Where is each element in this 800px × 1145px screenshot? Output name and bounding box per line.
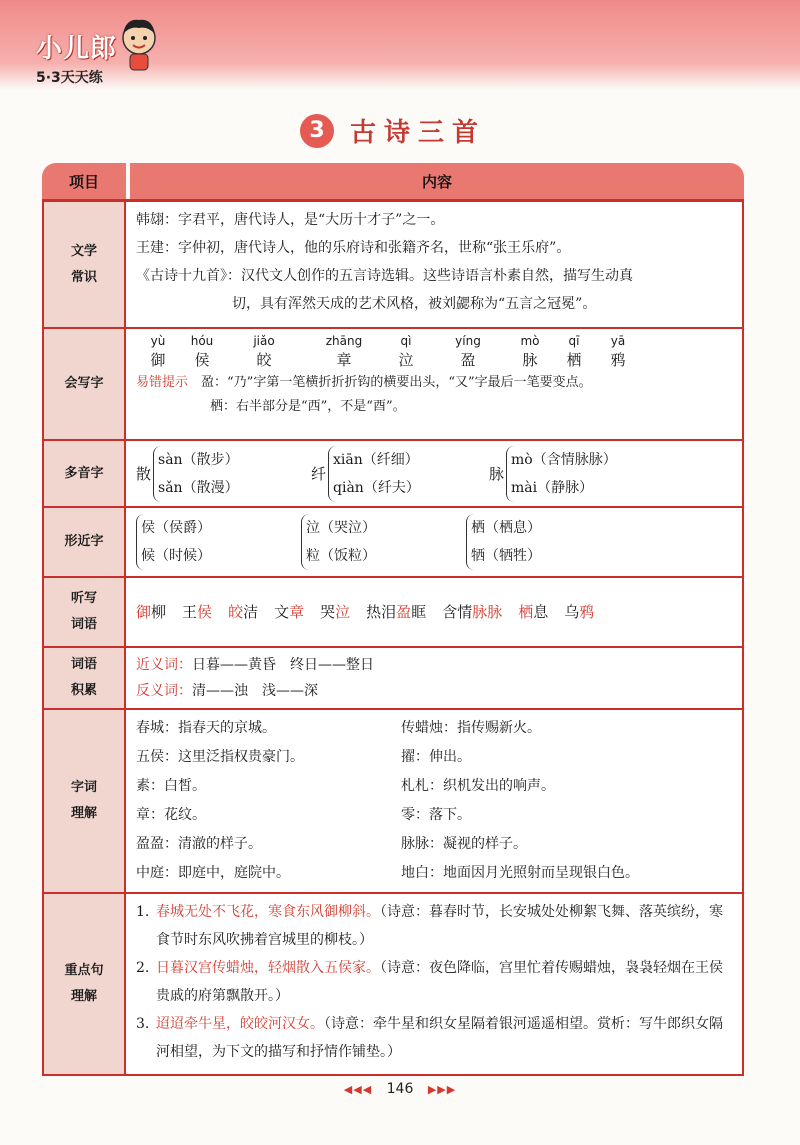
dictation-word: 王侯: [182, 603, 213, 621]
sentence-item: 3. 迢迢牵牛星，皎皎河汉女。（诗意：牵牛星和织女星隔着银河遥遥相望。赏析：写牛郎织女隔河相望，为下文的描写和抒情作铺垫。）: [136, 1016, 723, 1060]
similar-group: 侯（侯爵） 候（时候）: [136, 514, 301, 570]
dictation-word: 栖息: [518, 603, 549, 621]
brand-logo: [36, 28, 117, 87]
row-vocabulary: [42, 648, 744, 710]
dictation-word: 乌鸦: [564, 603, 595, 621]
dictation-word: 皎洁: [228, 603, 259, 621]
header-content: 内容: [130, 163, 744, 199]
row-label: 听写 词语: [42, 578, 126, 646]
polyphone-group: 脉 mò（含情脉脉） mài（静脉）: [489, 446, 617, 502]
synonyms-line: 近义词：日暮——黄昏 终日——整日: [136, 657, 374, 673]
dictation-word: 御柳: [136, 603, 167, 621]
meaning-right-col: 传蜡烛：指传赐新火。 擢：伸出。 札札：织机发出的响声。 零：落下。 脉脉：凝视的样子。 地白：地面因月光照射而呈现银白色。: [401, 720, 639, 881]
text-line: 《古诗十九首》：汉代文人创作的五言诗选辑。这些诗语言朴素自然，描写生动真: [136, 268, 633, 284]
row-dictation: [42, 578, 744, 648]
row-content: [126, 202, 744, 327]
page-footer: [0, 1081, 800, 1097]
row-content: [126, 710, 744, 892]
row-label: 形近字: [42, 508, 126, 576]
mascot-icon: [118, 14, 160, 74]
row-literature: [42, 199, 744, 329]
polyphone-group: 散 sàn（散步） sǎn（散漫）: [136, 446, 311, 502]
row-label: 会写字: [42, 329, 126, 439]
dictation-word: 哭泣: [320, 603, 351, 621]
hanzi-row: 御 侯 皎 章 泣 盈 脉 栖 鸦: [150, 351, 626, 369]
tip-line: 栖：右半部分是“西”，不是“酉”。: [210, 399, 406, 414]
page-number: 146: [386, 1081, 414, 1097]
row-content: [126, 508, 744, 576]
polyphone-group: 纤 xiān（纤细） qiàn（纤夫）: [311, 446, 489, 502]
row-key-sentences: [42, 894, 744, 1076]
row-label: 重点句 理解: [42, 894, 126, 1074]
text-line: 王建：字仲初，唐代诗人，他的乐府诗和张籍齐名，世称“张王乐府”。: [136, 240, 571, 256]
row-label: 文学 常识: [42, 202, 126, 327]
dictation-word: 热泪盈眶: [366, 603, 427, 621]
text-line: 切，具有浑然天成的艺术风格，被刘勰称为“五言之冠冕”。: [232, 296, 597, 312]
lesson-number: 3: [300, 114, 334, 148]
similar-group: 栖（栖息） 牺（牺牲）: [466, 514, 541, 570]
row-content: [126, 894, 744, 1074]
row-content: [126, 441, 744, 506]
text-line: 韩翃：字君平，唐代诗人，是“大历十才子”之一。: [136, 212, 445, 228]
tip-line: 易错提示 盈：“乃”字第一笔横折折折钩的横要出头，“又”字最后一笔要变点。: [136, 375, 592, 390]
row-label: 词语 积累: [42, 648, 126, 708]
row-polyphone: [42, 441, 744, 508]
row-word-meaning: [42, 710, 744, 894]
pinyin-row: yù hóu jiǎo zhāng qì yíng mò qī yā: [150, 334, 626, 348]
similar-group: 泣（哭泣） 粒（饭粒）: [301, 514, 466, 570]
row-content: [126, 648, 744, 708]
sentence-item: 1. 春城无处不飞花，寒食东风御柳斜。（诗意：暮春时节，长安城处处柳絮飞舞、落英缤纷，寒食节时东风吹拂着宫城里的柳枝。）: [136, 904, 723, 948]
row-writing: [42, 329, 744, 441]
lesson-title: 古诗三首: [350, 118, 487, 148]
row-label: 字词 理解: [42, 710, 126, 892]
tip-label: 易错提示: [136, 375, 189, 390]
lesson-heading: [300, 112, 486, 149]
sentence-item: 2. 日暮汉宫传蜡烛，轻烟散入五侯家。（诗意：夜色降临，宫里忙着传赐蜡烛，袅袅轻烟在王侯贵戚的府第飘散开。）: [136, 960, 723, 1004]
logo-main-text: 小儿郎: [36, 34, 118, 64]
header-project: 项目: [42, 163, 126, 199]
left-arrows-icon: ◀◀◀: [343, 1083, 373, 1096]
row-similar: [42, 508, 744, 578]
logo-sub-text: 5·3天天练: [36, 70, 103, 86]
row-content: [126, 578, 744, 646]
row-label: 多音字: [42, 441, 126, 506]
row-content: [126, 329, 744, 439]
table-header: [42, 163, 744, 199]
dictation-word: 文章: [274, 603, 305, 621]
summary-table: [42, 163, 744, 1076]
antonyms-line: 反义词：清——浊 浅——深: [136, 683, 318, 699]
right-arrows-icon: ▶▶▶: [427, 1083, 457, 1096]
meaning-left-col: 春城：指春天的京城。 五侯：这里泛指权贵豪门。 素：白皙。 章：花纹。 盈盈：清澈的样子。 中庭：即庭中，庭院中。: [136, 720, 304, 881]
dictation-word: 含情脉脉: [442, 603, 503, 621]
